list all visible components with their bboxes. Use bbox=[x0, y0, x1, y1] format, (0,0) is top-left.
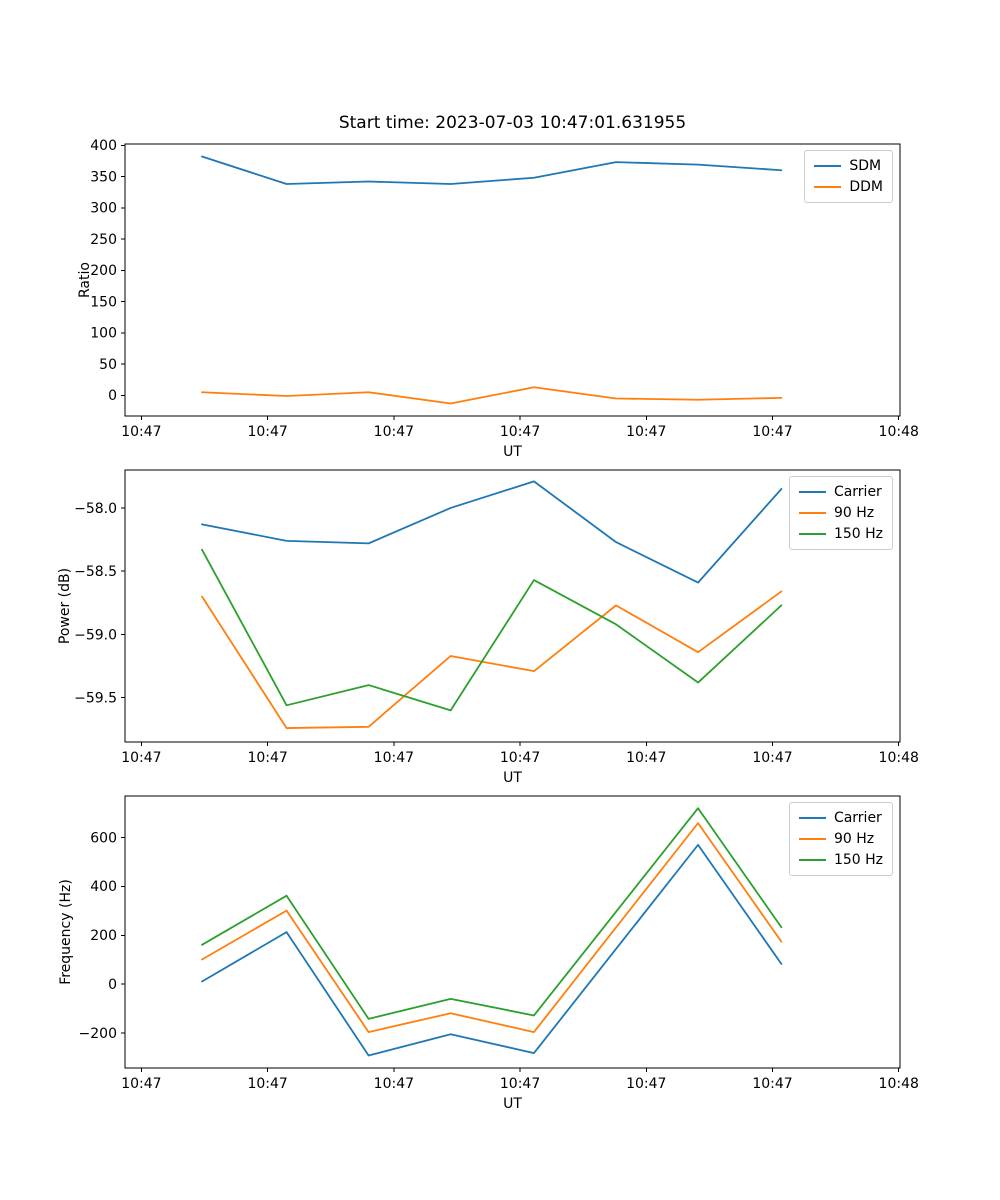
legend-label: 90 Hz bbox=[833, 831, 875, 847]
y-tick-label: 200 bbox=[90, 263, 117, 280]
y-tick-label: 600 bbox=[90, 830, 117, 847]
legend-label: Carrier bbox=[833, 810, 882, 826]
x-tick-label: 10:47 bbox=[247, 750, 288, 766]
x-tick-label: 10:47 bbox=[752, 750, 793, 766]
y-tick-label: 200 bbox=[90, 928, 117, 945]
x-tick-label: 10:47 bbox=[752, 1076, 793, 1092]
x-tick-label: 10:48 bbox=[878, 424, 919, 440]
x-tick-label: 10:47 bbox=[499, 1076, 541, 1092]
legend-line-sample bbox=[814, 165, 841, 167]
x-tick-label: 10:47 bbox=[247, 1076, 288, 1092]
y-tick-label: −58.0 bbox=[74, 500, 117, 517]
legend-line-sample bbox=[799, 512, 826, 514]
x-axis-label: UT bbox=[503, 770, 522, 786]
legend-item bbox=[799, 808, 883, 828]
x-tick-label: 10:47 bbox=[626, 424, 667, 440]
plot-border bbox=[125, 470, 900, 742]
data-line-90-hz bbox=[202, 823, 781, 1032]
legend-item bbox=[799, 503, 883, 523]
legend-line-sample bbox=[799, 817, 826, 819]
y-tick-label: 400 bbox=[90, 879, 117, 896]
data-line-carrier bbox=[202, 845, 781, 1056]
legend-item bbox=[799, 829, 883, 849]
x-tick-label: 10:47 bbox=[499, 424, 541, 440]
legend-line-sample bbox=[799, 859, 826, 861]
x-tick-label: 10:47 bbox=[626, 1076, 667, 1092]
y-tick-label: −59.0 bbox=[74, 627, 117, 644]
subplot-ratio bbox=[77, 138, 919, 460]
x-tick-label: 10:48 bbox=[878, 1076, 919, 1092]
legend-line-sample bbox=[799, 491, 826, 493]
x-tick-label: 10:47 bbox=[121, 750, 162, 766]
legend-line-sample bbox=[799, 838, 826, 840]
y-axis-label: Power (dB) bbox=[57, 567, 73, 645]
y-axis-label: Frequency (Hz) bbox=[58, 879, 74, 985]
y-tick-label: −200 bbox=[78, 1025, 117, 1042]
x-tick-label: 10:47 bbox=[373, 424, 415, 440]
x-tick-label: 10:47 bbox=[373, 1076, 415, 1092]
legend-label: 90 Hz bbox=[833, 505, 875, 521]
y-tick-label: 300 bbox=[90, 200, 117, 217]
y-tick-label: 0 bbox=[108, 976, 117, 993]
y-tick-label: 250 bbox=[90, 231, 117, 248]
y-axis-label: Ratio bbox=[77, 262, 93, 298]
legend-power bbox=[789, 476, 893, 550]
legend-label: SDM bbox=[849, 158, 882, 174]
data-line-90-hz bbox=[202, 591, 781, 728]
legend-item bbox=[799, 850, 883, 870]
x-tick-label: 10:47 bbox=[373, 750, 415, 766]
x-tick-label: 10:47 bbox=[121, 424, 162, 440]
x-tick-label: 10:47 bbox=[752, 424, 793, 440]
y-tick-label: 400 bbox=[90, 138, 117, 155]
legend-item bbox=[814, 156, 883, 176]
chart-title: Start time: 2023-07-03 10:47:01.631955 bbox=[338, 113, 687, 133]
x-tick-label: 10:48 bbox=[878, 750, 919, 766]
y-tick-label: 150 bbox=[90, 294, 117, 311]
legend-item bbox=[799, 482, 883, 502]
legend-item bbox=[814, 177, 883, 197]
data-line-ddm bbox=[202, 387, 781, 403]
legend-label: DDM bbox=[849, 179, 883, 195]
y-tick-label: 100 bbox=[90, 325, 117, 342]
x-tick-label: 10:47 bbox=[499, 750, 541, 766]
data-line-carrier bbox=[202, 481, 781, 582]
y-tick-label: −59.5 bbox=[74, 690, 117, 707]
data-line-150-hz bbox=[202, 550, 781, 711]
legend-line-sample bbox=[814, 186, 841, 188]
legend-label: Carrier bbox=[833, 484, 882, 500]
plot-border bbox=[125, 144, 900, 416]
x-tick-label: 10:47 bbox=[626, 750, 667, 766]
legend-line-sample bbox=[799, 533, 826, 535]
legend-label: 150 Hz bbox=[833, 852, 883, 868]
x-tick-label: 10:47 bbox=[247, 424, 288, 440]
y-tick-label: 350 bbox=[90, 169, 117, 186]
legend-frequency bbox=[789, 802, 893, 876]
data-line-sdm bbox=[202, 157, 781, 185]
y-tick-label: −58.5 bbox=[74, 564, 117, 581]
y-tick-label: 50 bbox=[99, 356, 117, 373]
x-axis-label: UT bbox=[503, 1096, 522, 1112]
x-axis-label: UT bbox=[503, 444, 522, 460]
y-tick-label: 0 bbox=[108, 388, 117, 405]
legend-item bbox=[799, 524, 883, 544]
legend-ratio bbox=[804, 150, 893, 203]
legend-label: 150 Hz bbox=[833, 526, 883, 542]
x-tick-label: 10:47 bbox=[121, 1076, 162, 1092]
